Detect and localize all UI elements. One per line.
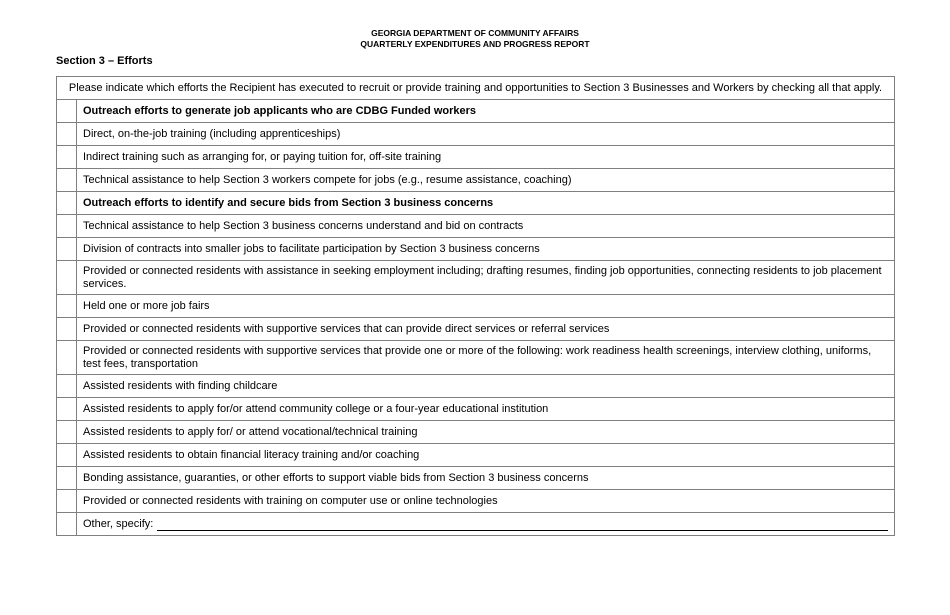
table-row: [57, 398, 895, 421]
row-label: Assisted residents to apply for/ or attend vocational/technical training: [77, 421, 895, 444]
table-row: [57, 444, 895, 467]
row-label: Indirect training such as arranging for, or paying tuition for, off-site training: [77, 146, 895, 169]
checkbox-cell[interactable]: [57, 375, 77, 398]
other-row: [77, 513, 895, 536]
checkbox-cell[interactable]: [57, 215, 77, 238]
row-heading: Outreach efforts to identify and secure bids from Section 3 business concerns: [77, 192, 895, 215]
table-row: [57, 513, 895, 536]
row-label: Assisted residents to obtain financial literacy training and/or coaching: [77, 444, 895, 467]
checkbox-cell[interactable]: [57, 146, 77, 169]
table-row: [57, 341, 895, 375]
checkbox-cell[interactable]: [57, 295, 77, 318]
row-label: Assisted residents to apply for/or attend community college or a four-year educational institution: [77, 398, 895, 421]
checkbox-cell[interactable]: [57, 123, 77, 146]
table-row: [57, 375, 895, 398]
checkbox-cell[interactable]: [57, 513, 77, 536]
checkbox-cell[interactable]: [57, 169, 77, 192]
table-row: [57, 100, 895, 123]
checkbox-cell[interactable]: [57, 421, 77, 444]
row-label: Bonding assistance, guaranties, or other efforts to support viable bids from Section 3 business concerns: [77, 467, 895, 490]
row-label: Provided or connected residents with supportive services that provide one or more of the following: work readiness health screenings, interview clothing, uniforms, test fees, transportation: [77, 341, 895, 375]
table-row: [57, 490, 895, 513]
checkbox-cell[interactable]: [57, 261, 77, 295]
row-label: Assisted residents with finding childcare: [77, 375, 895, 398]
table-row: [57, 146, 895, 169]
agency-name: GEORGIA DEPARTMENT OF COMMUNITY AFFAIRS: [371, 28, 579, 38]
instructions-text: Please indicate which efforts the Recipient has executed to recruit or provide training and opportunities to Section 3 Businesses and Workers by checking all that apply.: [57, 77, 895, 100]
row-label: Technical assistance to help Section 3 workers compete for jobs (e.g., resume assistance, coaching): [77, 169, 895, 192]
intro-row: [57, 77, 895, 100]
table-row: [57, 123, 895, 146]
table-row: [57, 421, 895, 444]
row-label: Held one or more job fairs: [77, 295, 895, 318]
checkbox-cell[interactable]: [57, 444, 77, 467]
other-specify-field[interactable]: [157, 518, 888, 531]
table-row: [57, 192, 895, 215]
checkbox-cell[interactable]: [57, 398, 77, 421]
row-label: Direct, on-the-job training (including apprenticeships): [77, 123, 895, 146]
other-wrapper: [83, 518, 888, 531]
section-title: Section 3 – Efforts: [56, 55, 153, 67]
table-row: [57, 215, 895, 238]
row-label: Technical assistance to help Section 3 business concerns understand and bid on contracts: [77, 215, 895, 238]
checkbox-cell[interactable]: [57, 318, 77, 341]
row-label: Provided or connected residents with assistance in seeking employment including; drafting resumes, finding job opportunities, connecting residents to job placement services.: [77, 261, 895, 295]
table-row: [57, 467, 895, 490]
report-name: QUARTERLY EXPENDITURES AND PROGRESS REPORT: [360, 38, 590, 49]
checkbox-cell[interactable]: [57, 467, 77, 490]
row-label: Provided or connected residents with training on computer use or online technologies: [77, 490, 895, 513]
checkbox-cell[interactable]: [57, 341, 77, 375]
row-label: Provided or connected residents with supportive services that can provide direct services or referral services: [77, 318, 895, 341]
efforts-table: [56, 76, 895, 536]
table-row: [57, 238, 895, 261]
checkbox-cell[interactable]: [57, 490, 77, 513]
checkbox-cell[interactable]: [57, 100, 77, 123]
table-row: [57, 318, 895, 341]
table-row: [57, 295, 895, 318]
row-heading: Outreach efforts to generate job applicants who are CDBG Funded workers: [77, 100, 895, 123]
checkbox-cell[interactable]: [57, 238, 77, 261]
checkbox-cell[interactable]: [57, 192, 77, 215]
table-row: [57, 261, 895, 295]
report-header: [0, 28, 950, 49]
row-label: Division of contracts into smaller jobs to facilitate participation by Section 3 business concerns: [77, 238, 895, 261]
table-row: [57, 169, 895, 192]
other-label: Other, specify:: [83, 518, 154, 530]
